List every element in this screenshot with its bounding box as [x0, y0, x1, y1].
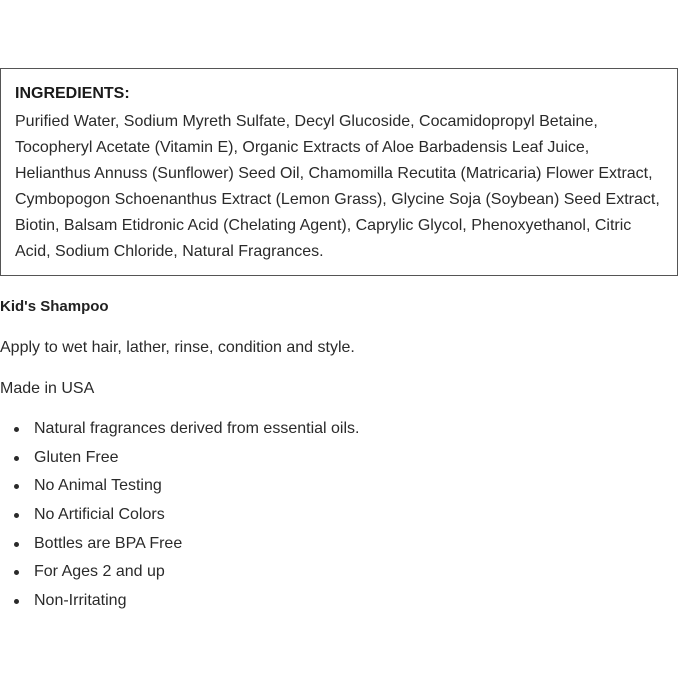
feature-label: Natural fragrances derived from essential oils. [34, 420, 360, 437]
feature-label: Gluten Free [34, 448, 119, 466]
features-list [0, 418, 359, 619]
list-item [0, 447, 359, 476]
bullet-icon [14, 570, 19, 575]
ingredients-text: Purified Water, Sodium Myreth Sulfate, Decyl Glucoside, Cocamidopropyl Betaine, Tocopheryl Acetate (Vitamin E), Organic Extracts of Aloe Barbadensis Leaf Juice, Helianthus Annuss (Sunflower) Seed Oil, Chamomilla Recutita (Matricaria) Flower Extract, Cymbopogon Schoenanthus Extract (Lemon Grass), Glycine Soja (Soybean) Seed Extract, Biotin, Balsam Etidronic Acid (Chelating Agent), Caprylic Glycol, Phenoxyethanol, Citric Acid, Sodium Chloride, Natural Fragrances. [15, 113, 660, 260]
feature-label: For Ages 2 and up [34, 563, 165, 581]
list-item [0, 475, 359, 504]
list-item [0, 504, 359, 533]
bullet-icon [14, 599, 19, 604]
ingredients-heading: INGREDIENTS: [15, 85, 130, 102]
product-title: Kid's Shampoo [0, 298, 109, 315]
directions-text: Apply to wet hair, lather, rinse, condition and style. [0, 339, 355, 356]
origin-text: Made in USA [0, 380, 95, 397]
list-item [0, 533, 359, 562]
ingredients-box [0, 68, 678, 276]
bullet-icon [14, 513, 19, 518]
feature-label: Bottles are BPA Free [34, 534, 183, 552]
bullet-icon [14, 484, 19, 489]
feature-label: Non-Irritating [34, 592, 127, 610]
feature-label: No Animal Testing [34, 477, 162, 495]
bullet-icon [14, 456, 19, 461]
list-item [0, 561, 359, 590]
bullet-icon [14, 427, 19, 432]
list-item [0, 590, 359, 619]
list-item [0, 418, 359, 447]
feature-label: No Artificial Colors [34, 506, 165, 524]
bullet-icon [14, 542, 19, 547]
